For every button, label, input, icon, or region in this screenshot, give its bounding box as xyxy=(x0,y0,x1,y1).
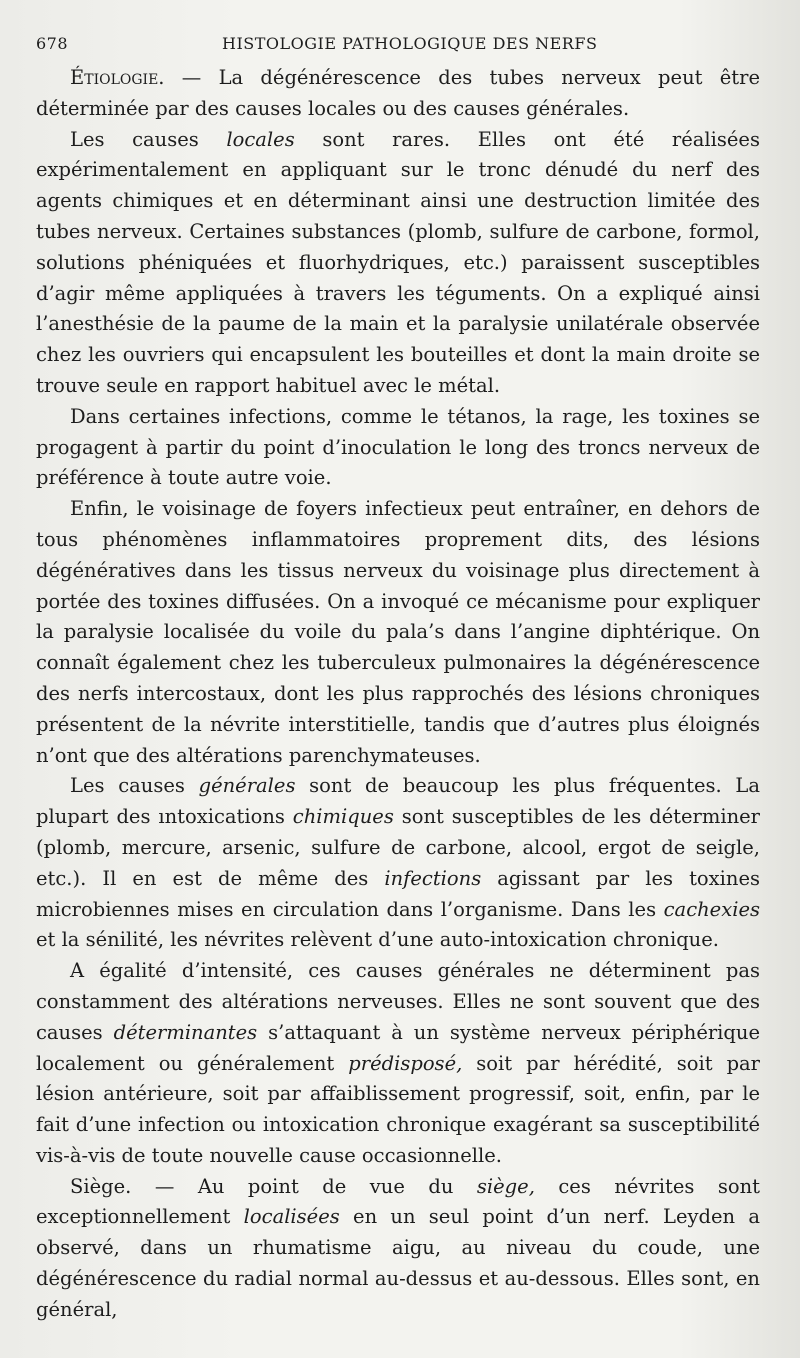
italic-term: siège, xyxy=(476,1174,535,1198)
italic-term: générales xyxy=(198,774,296,798)
paragraph-infections xyxy=(36,402,760,494)
paragraph-text: agissant par les toxines microbiennes mises en circulation dans l’organisme. Dans les xyxy=(36,866,760,921)
paragraph-egalite xyxy=(36,956,760,1172)
italic-term: chimiques xyxy=(292,805,394,829)
paragraph-text: A égalité d’intensité, ces causes générales ne déterminent pas constamment des altérations nerveuses. Elles ne sont souvent que des causes xyxy=(36,959,760,1044)
running-head: HISTOLOGIE PATHOLOGIQUE DES NERFS xyxy=(222,34,598,53)
italic-term: cachexies xyxy=(663,897,760,921)
page-number: 678 xyxy=(36,34,69,53)
paragraph-siege xyxy=(36,1172,760,1326)
paragraph-causes-generales xyxy=(36,771,760,956)
body-text xyxy=(36,63,760,1326)
paragraph-text: sont susceptibles de les déterminer (plomb, mercure, arsenic, sulfure de carbone, alcool, ergot de seigle, etc.). Il en est de même des xyxy=(36,805,760,890)
paragraph-text: sont de beaucoup les plus fréquentes. La plupart des ıntoxications xyxy=(36,774,760,829)
italic-term: déterminantes xyxy=(113,1020,258,1044)
italic-term: locales xyxy=(226,127,295,151)
page-header xyxy=(36,34,760,53)
paragraph-text: Dans certaines infections, comme le tétanos, la rage, les toxines se progagent à partir du point d’inoculation le long des troncs nerveux de préférence à toute autre voie. xyxy=(36,404,760,490)
paragraph-text: Enfin, le voisinage de foyers infectieux peut entraîner, en dehors de tous phénomènes inflammatoires proprement dits, des lésions dégénératives dans les tissus nerveux du voisinage plus directement à portée des toxines diffusées. On a invoqué ce mécanisme pour expliquer la paralysie localisée du voile du pala’s dans l’angine diphtérique. On connaît également chez les tuberculeux pulmonaires la dégénérescence des nerfs intercostaux, dont les plus rapprochés des lésions chroniques présentent de la névrite interstitielle, tandis que d’autres plus éloignés n’ont que des altérations parenchymateuses. xyxy=(36,497,760,767)
paragraph-text: en un seul point d’un nerf. Leyden a observé, dans un rhumatisme aigu, au niveau du coude, une dégénérescence du radial normal au-dessus et au-dessous. Elles sont, en général, xyxy=(36,1205,761,1321)
paragraph-text: Les causes xyxy=(70,127,227,151)
paragraph-text: ces névrites sont exceptionnellement xyxy=(36,1174,761,1229)
paragraph-text: sont rares. Elles ont été réalisées expérimentalement en appliquant sur le tronc dénudé du nerf des agents chimiques et en déterminant ainsi une destruction limitée des tubes nerveux. Certaines substances (plomb, sulfure de carbone, formol, solutions phéniquées et fluorhydriques, etc.) paraissent susceptibles d’agir même appliquées à travers les téguments. On a expliqué ainsi l’anesthésie de la paume de la main et la paralysie unilatérale observée chez les ouvriers qui encapsulent les bouteilles et dont la main droite se trouve seule en rapport habituel avec le métal. xyxy=(36,127,760,397)
paragraph-voisinage xyxy=(36,494,760,771)
paragraph-text: s’attaquant à un système nerveux périphérique localement ou généralement xyxy=(36,1020,761,1075)
italic-term: localisées xyxy=(243,1205,340,1229)
section-heading-etiologie: Étiologie. xyxy=(70,66,165,89)
paragraph-text: et la sénilité, les névrites relèvent d’une auto-intoxication chronique. xyxy=(36,928,719,952)
paragraph-text: soit par hérédité, soit par lésion antérieure, soit par affaiblissement progressif, soit, enfin, par le fait d’une infection ou intoxication chronique exagérant sa susceptibilité vis-à-vis de toute nouvelle cause occasionnelle. xyxy=(36,1051,760,1167)
paragraph-text: Siège. — Au point de vue du xyxy=(70,1174,477,1198)
italic-term: prédisposé, xyxy=(348,1051,463,1075)
paragraph-text: — La dégénérescence des tubes nerveux peut être déterminée par des causes locales ou des causes générales. xyxy=(36,66,760,120)
paragraph-etiologie xyxy=(36,63,760,125)
paragraph-text: Les causes xyxy=(70,774,199,798)
italic-term: infections xyxy=(384,866,482,890)
paragraph-causes-locales xyxy=(36,125,760,402)
